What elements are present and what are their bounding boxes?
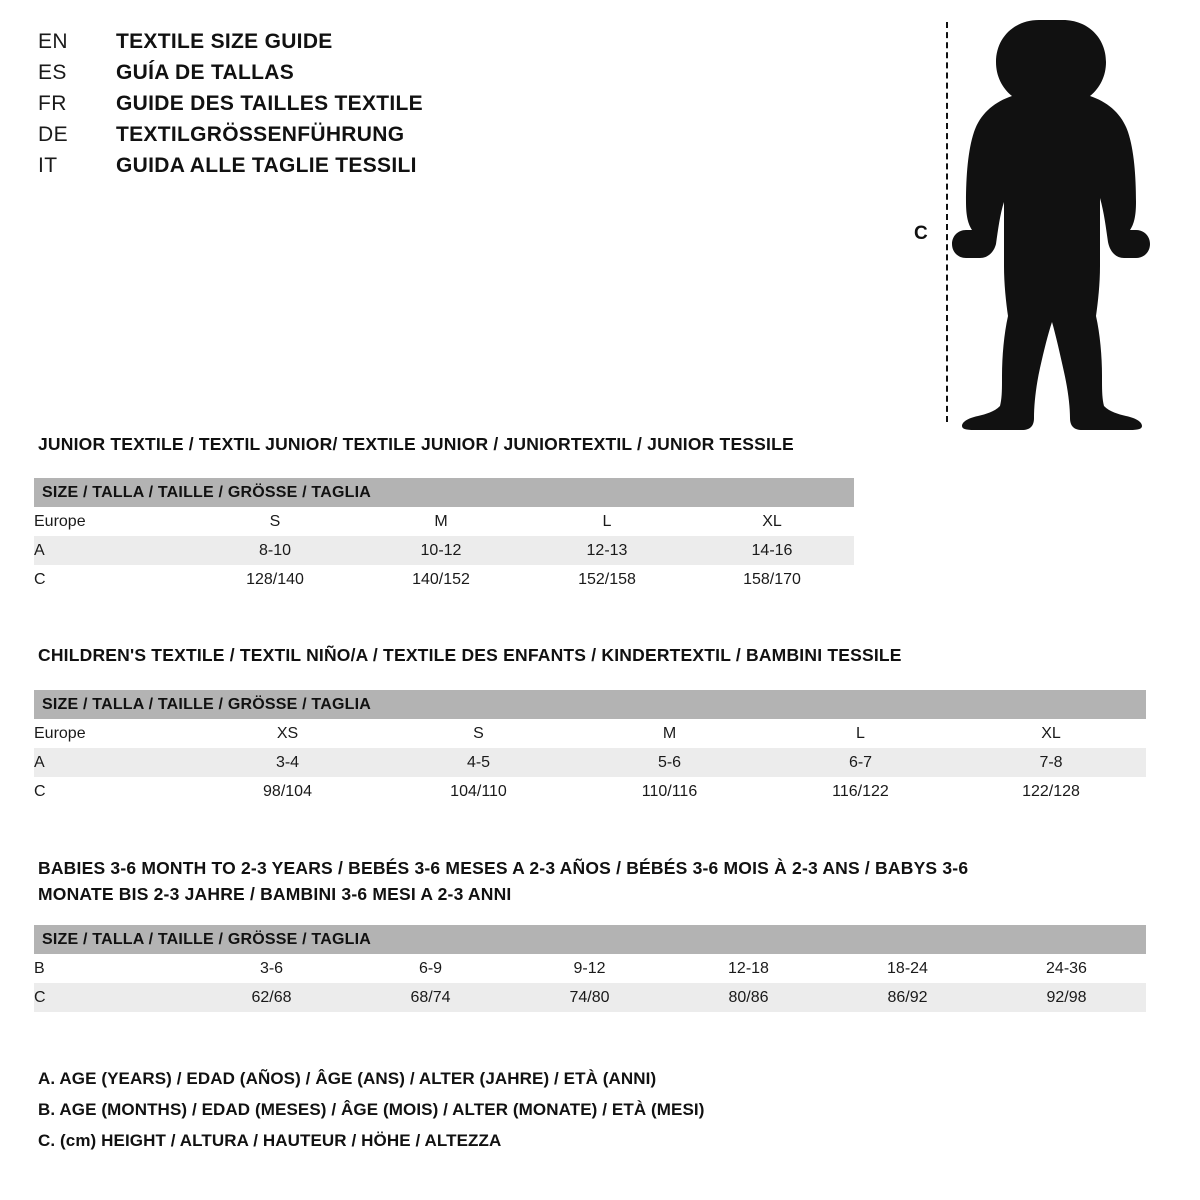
cell-value: 74/80 [510, 983, 669, 1012]
cell-value: 110/116 [574, 777, 765, 806]
language-row-de [38, 123, 598, 154]
cell-value: 152/158 [524, 565, 690, 594]
height-dashed-line [946, 22, 948, 422]
language-title: GUIDE DES TAILLES TEXTILE [116, 92, 423, 115]
cell-value: 10-12 [358, 536, 524, 565]
region-label: Europe [34, 719, 192, 748]
cell-value: 3-6 [192, 954, 351, 983]
legend-item-b: B. AGE (MONTHS) / EDAD (MESES) / ÂGE (MOIS) / ALTER (MONATE) / ETÀ (MESI) [38, 1100, 705, 1119]
table-row [34, 748, 1146, 777]
size-header-label: SIZE / TALLA / TAILLE / GRÖSSE / TAGLIA [34, 478, 854, 507]
table-row [34, 719, 1146, 748]
size-name: S [192, 507, 358, 536]
cell-value: 24-36 [987, 954, 1146, 983]
table-header-row [34, 925, 1146, 954]
cell-value: 5-6 [574, 748, 765, 777]
language-code: IT [38, 154, 58, 177]
language-row-es [38, 61, 598, 92]
language-row-fr [38, 92, 598, 123]
height-measure-label: C [914, 223, 928, 244]
language-title: GUÍA DE TALLAS [116, 61, 295, 84]
size-name: M [358, 507, 524, 536]
cell-value: 4-5 [383, 748, 574, 777]
row-label-c: C [34, 565, 192, 594]
cell-value: 68/74 [351, 983, 510, 1012]
babies-size-table [34, 925, 1146, 1012]
toddler-silhouette-icon [950, 16, 1150, 431]
language-title: GUIDA ALLE TAGLIE TESSILI [116, 154, 417, 177]
size-name: XL [956, 719, 1146, 748]
legend-item-a: A. AGE (YEARS) / EDAD (AÑOS) / ÂGE (ANS) / ALTER (JAHRE) / ETÀ (ANNI) [38, 1069, 657, 1088]
language-title: TEXTILE SIZE GUIDE [116, 30, 333, 53]
language-title-block [38, 30, 598, 185]
row-label-c: C [34, 983, 192, 1012]
table-header-row [34, 478, 854, 507]
cell-value: 8-10 [192, 536, 358, 565]
cell-value: 6-9 [351, 954, 510, 983]
section-title-junior: JUNIOR TEXTILE / TEXTIL JUNIOR/ TEXTILE JUNIOR / JUNIORTEXTIL / JUNIOR TESSILE [38, 434, 794, 454]
table-row [34, 777, 1146, 806]
table-row [34, 565, 854, 594]
language-code: EN [38, 30, 68, 53]
region-label: Europe [34, 507, 192, 536]
cell-value: 128/140 [192, 565, 358, 594]
language-title: TEXTILGRÖSSENFÜHRUNG [116, 123, 405, 146]
language-row-it [38, 154, 598, 185]
cell-value: 92/98 [987, 983, 1146, 1012]
cell-value: 98/104 [192, 777, 383, 806]
row-label-b: B [34, 954, 192, 983]
children-size-table [34, 690, 1146, 806]
cell-value: 14-16 [690, 536, 854, 565]
cell-value: 7-8 [956, 748, 1146, 777]
size-header-label: SIZE / TALLA / TAILLE / GRÖSSE / TAGLIA [34, 925, 1146, 954]
cell-value: 3-4 [192, 748, 383, 777]
language-row-en [38, 30, 598, 61]
cell-value: 12-18 [669, 954, 828, 983]
legend-block [38, 1063, 1138, 1156]
table-row [34, 536, 854, 565]
row-label-a: A [34, 748, 192, 777]
language-code: ES [38, 61, 67, 84]
table-row [34, 954, 1146, 983]
section-title-babies: BABIES 3-6 MONTH TO 2-3 YEARS / BEBÉS 3-6 MESES A 2-3 AÑOS / BÉBÉS 3-6 MOIS À 2-3 ANS / BABYS 3-6 MONATE BIS 2-3 JAHRE / BAMBINI 3-6 MESI A 2-3 ANNI [38, 858, 969, 904]
row-label-c: C [34, 777, 192, 806]
cell-value: 140/152 [358, 565, 524, 594]
cell-value: 80/86 [669, 983, 828, 1012]
size-name: XS [192, 719, 383, 748]
row-label-a: A [34, 536, 192, 565]
cell-value: 6-7 [765, 748, 956, 777]
table-row [34, 983, 1146, 1012]
table-header-row [34, 690, 1146, 719]
language-code: DE [38, 123, 68, 146]
junior-size-table [34, 478, 854, 594]
cell-value: 158/170 [690, 565, 854, 594]
size-name: XL [690, 507, 854, 536]
cell-value: 18-24 [828, 954, 987, 983]
legend-item-c: C. (cm) HEIGHT / ALTURA / HAUTEUR / HÖHE / ALTEZZA [38, 1131, 502, 1150]
cell-value: 104/110 [383, 777, 574, 806]
table-row [34, 507, 854, 536]
cell-value: 62/68 [192, 983, 351, 1012]
size-header-label: SIZE / TALLA / TAILLE / GRÖSSE / TAGLIA [34, 690, 1146, 719]
cell-value: 9-12 [510, 954, 669, 983]
cell-value: 86/92 [828, 983, 987, 1012]
size-name: L [765, 719, 956, 748]
cell-value: 122/128 [956, 777, 1146, 806]
size-name: L [524, 507, 690, 536]
size-name: M [574, 719, 765, 748]
measurement-figure [900, 8, 1170, 428]
section-title-children: CHILDREN'S TEXTILE / TEXTIL NIÑO/A / TEXTILE DES ENFANTS / KINDERTEXTIL / BAMBINI TESSILE [38, 645, 902, 665]
cell-value: 116/122 [765, 777, 956, 806]
cell-value: 12-13 [524, 536, 690, 565]
size-name: S [383, 719, 574, 748]
language-code: FR [38, 92, 67, 115]
